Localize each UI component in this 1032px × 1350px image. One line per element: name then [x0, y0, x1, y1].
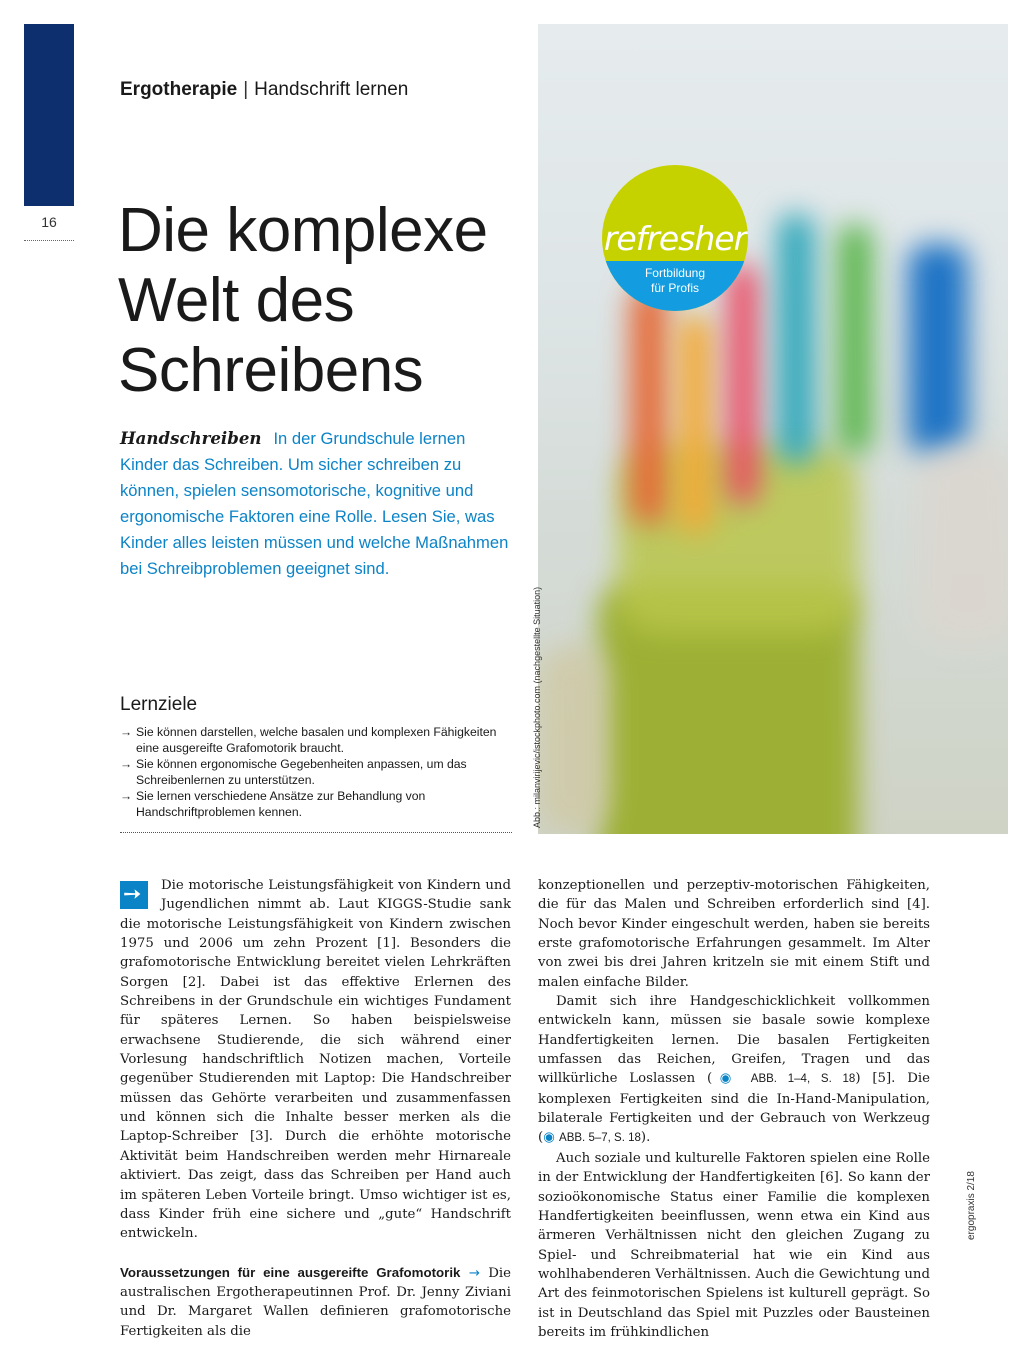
- hero-photo: [538, 24, 1008, 834]
- page-number: 16: [41, 214, 57, 230]
- body-text: ) [5]. Die komplexen Fertigkeiten sind die In-Hand-Manipulation, bilaterale Fertigkeiten und der Gebrauch von Werkzeug (: [538, 1071, 930, 1146]
- section-topic: Handschrift lernen: [254, 79, 409, 100]
- article-title: [118, 196, 538, 406]
- lead-label: Handschreiben: [120, 428, 262, 448]
- learning-goals-heading: Lernziele: [120, 694, 198, 715]
- figure-reference[interactable]: ABB. 5–7, S. 18: [559, 1132, 641, 1145]
- eye-icon: ◉: [543, 1130, 555, 1146]
- body-paragraph: Die motorische Leistungsfähigkeit von Kindern und Jugendlichen nimmt ab. Laut KIGGS-Studie sank die motorische Leistungsfähigkeit von Kindern zwischen 1975 und 2006 um zehn Prozent [1]. Besonders die grafomotorische Entwicklung bereitet vielen Lehrkräften Sorgen [2]. Dabei ist das effektive Erlernen des Schreibens in der Grundschule ein wichtiges Fundament für späteres Lernen. So haben beispielsweise erwachsene Studierende, die sich während einer Vorlesung handschriftlich Notizen machen, Vorteile gegenüber Studierenden mit Laptop: Die Handschreiber müssen das Gehörte verarbeiten und zusammenfassen und können sich die Inhalte besser merken als die Laptop-Schreiber [3]. Durch die erhöhte motorische Aktivität beim Handschreiben werden mehr Hirnareale aktiviert. Das zeigt, dass das Schreiben per Hand auch im späteren Leben Vorteile bringt. Umso wichtiger ist es, dass Kinder früh eine sichere und „gute“ Handschrift entwickeln.: [120, 878, 511, 1242]
- body-paragraph: [538, 992, 930, 1149]
- body-paragraph: konzeptionellen und perzeptiv-motorischen Fähigkeiten, die für das Malen und Schreiben erforderlich sind [4]. Noch bevor Kinder eingeschult werden, haben sie bereits erste grafomotorische Erfahrungen gesammelt. Im Alter von zwei bis drei Jahren kritzeln sie mit einem Stift und malen einfache Bilder.: [538, 878, 930, 990]
- kicker-separator: |: [243, 79, 249, 100]
- body-paragraph: Auch soziale und kulturelle Faktoren spielen eine Rolle in der Entwicklung der Handfertigkeiten [6]. So kann der sozioökonomische Status einer Familie die komplexen Handfertigkeiten beeinflussen, wenn etwa ein Kind aus ärmeren Verhältnissen nicht den gleichen Zugang zu Spiel- und Schreibmaterial hat wie ein Kind aus wohlhabenderen Verhältnissen. Auch die Gewichtung und Art des feinmotorischen Spielens ist kulturell geprägt. So ist in Deutschland das Spiel mit Puzzles oder Bausteinen bereits im frühkindlichen: [538, 1150, 930, 1340]
- sub-heading: Voraussetzungen für eine ausgereifte Grafomotorik: [120, 1264, 461, 1280]
- photo-credit: Abb.: milanvirijevic/istockphoto.com (nachgestellte Situation): [532, 586, 542, 828]
- refresher-badge: [602, 165, 748, 311]
- badge-word: refresher: [603, 219, 747, 258]
- title-line: Welt des: [118, 266, 355, 335]
- section-kicker: [120, 79, 408, 101]
- arrow-right-icon: →: [120, 789, 133, 803]
- title-line: Schreibens: [118, 336, 424, 405]
- article-lead: [120, 425, 515, 582]
- section-name: Ergotherapie: [120, 79, 238, 100]
- arrow-right-box-icon: ➙: [120, 881, 148, 909]
- badge-subtitle-line: für Profis: [650, 281, 699, 295]
- page-number-divider: [24, 240, 74, 241]
- learning-goal-item: [120, 756, 515, 788]
- arrow-right-icon: →: [120, 725, 133, 739]
- learning-goals-divider: [120, 832, 512, 833]
- body-column-left: [120, 876, 511, 1341]
- learning-goal-item: [120, 788, 515, 820]
- body-column-right: [538, 876, 930, 1342]
- figure-reference[interactable]: ABB. 1–4, S. 18: [750, 1073, 856, 1086]
- body-text: Damit sich ihre Handgeschicklichkeit vollkommen entwickeln kann, müssen sie basale sowie komplexe Handfertigkeiten lernen. Die basalen Fertigkeiten umfassen das Reichen, Greifen, Tragen und das willkürliche Loslassen (: [538, 994, 930, 1087]
- body-paragraph: [120, 1263, 511, 1341]
- badge-subtitle-line: Fortbildung: [644, 266, 706, 280]
- learning-goal-text: Sie können ergonomische Gegebenheiten anpassen, um das Schreibenlernen zu unterstützen.: [136, 757, 467, 787]
- journal-footer: ergopraxis 2/18: [966, 1171, 977, 1240]
- section-color-bar: [24, 24, 74, 206]
- learning-goals-list: [120, 724, 515, 820]
- learning-goal-text: Sie können darstellen, welche basalen und komplexen Fähigkeiten eine ausgereifte Grafomotorik braucht.: [136, 725, 497, 755]
- title-line: Die komplexe: [118, 196, 488, 265]
- learning-goal-text: Sie lernen verschiedene Ansätze zur Behandlung von Handschriftproblemen kennen.: [136, 789, 426, 819]
- lead-text: In der Grundschule lernen Kinder das Schreiben. Um sicher schreiben zu können, spielen sensomotorische, kognitive und ergonomische Faktoren eine Rolle. Lesen Sie, was Kinder alles leisten müssen und welche Maßnahmen bei Schreibproblemen geeignet sind.: [120, 429, 509, 578]
- arrow-right-icon: →: [120, 757, 133, 771]
- learning-goal-item: [120, 724, 515, 756]
- body-text: Die australischen Ergotherapeutinnen Prof. Dr. Jenny Ziviani und Dr. Margaret Wallen definieren grafomotorische Fertigkeiten als die: [120, 1265, 511, 1339]
- body-text: ).: [640, 1130, 651, 1146]
- badge-subtitle: [602, 266, 748, 296]
- arrow-right-icon: →: [468, 1265, 480, 1281]
- eye-icon: ◉: [712, 1071, 739, 1087]
